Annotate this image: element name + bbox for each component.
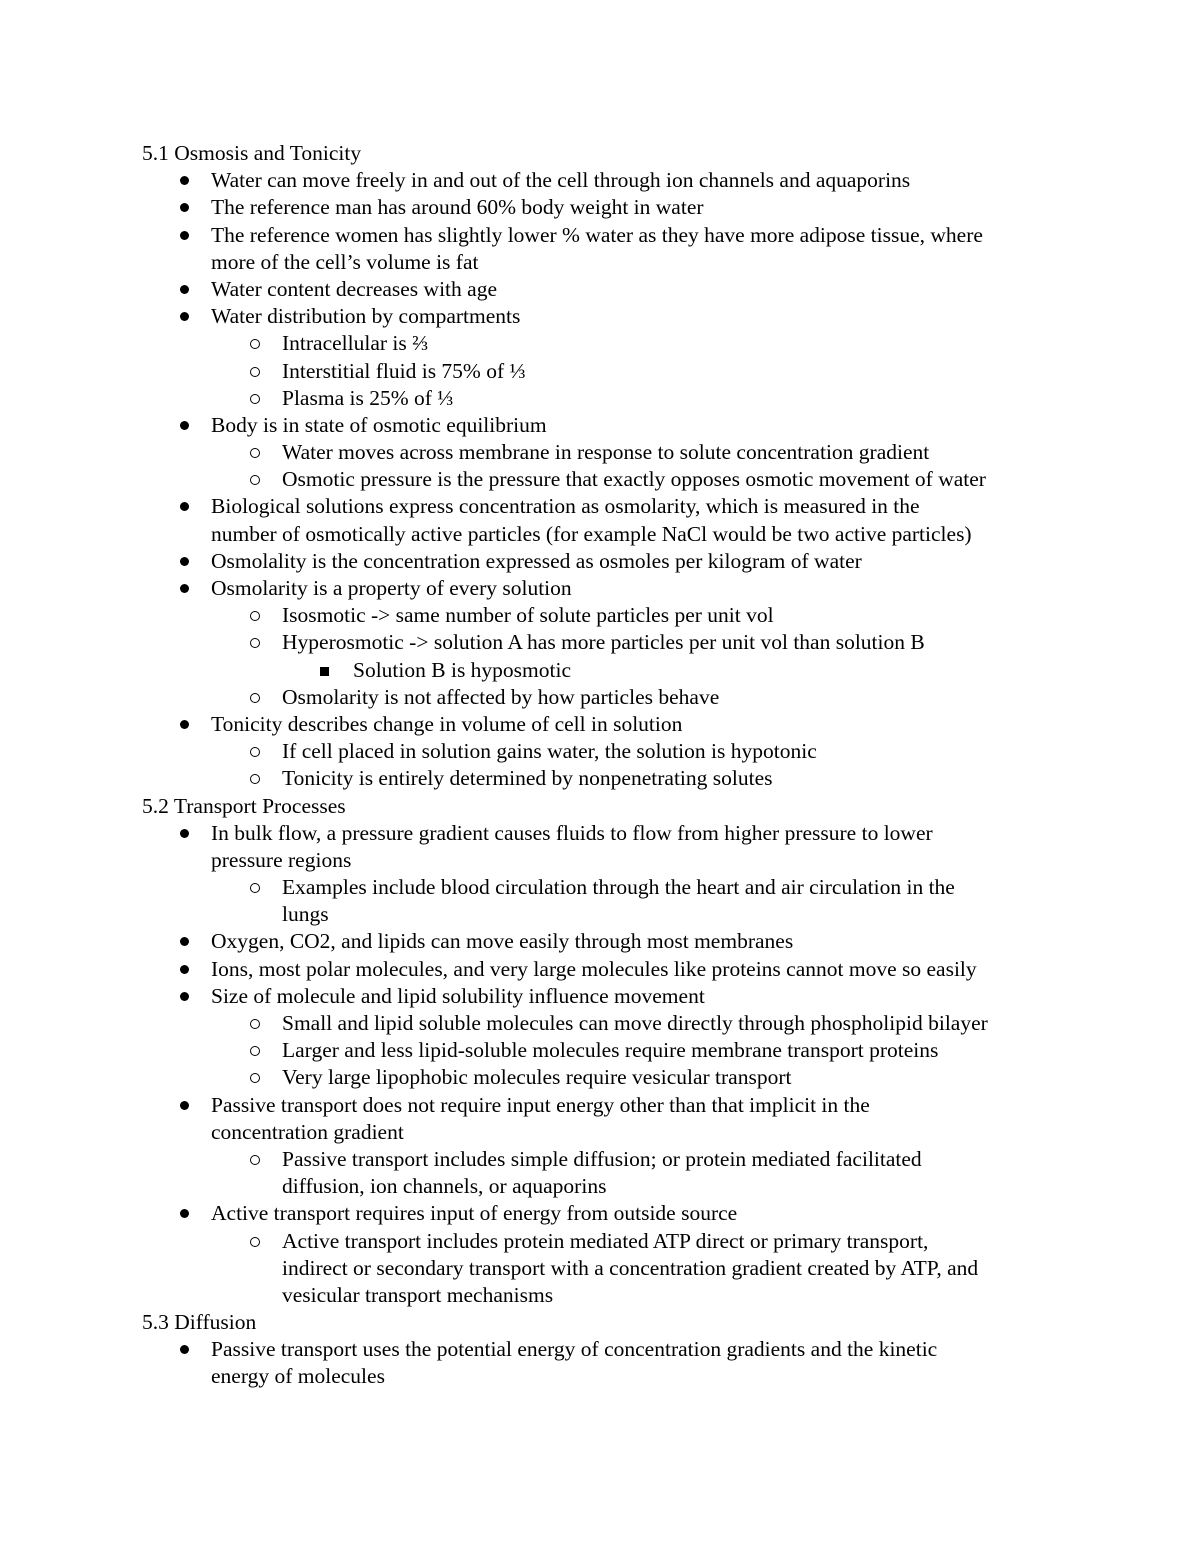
- list-item: [0, 194, 1200, 221]
- list-item: [0, 1282, 1200, 1309]
- circle-bullet-icon: [250, 339, 260, 349]
- bullet-bullet-icon: [180, 285, 189, 294]
- line-text: Water content decreases with age: [211, 276, 497, 301]
- bullet-bullet-icon: [180, 1101, 189, 1110]
- list-item: [0, 1200, 1200, 1227]
- line-text: Solution B is hyposmotic: [353, 657, 572, 682]
- line-text: pressure regions: [211, 847, 352, 872]
- list-item: [0, 493, 1200, 520]
- line-text: Osmolarity is a property of every solution: [211, 576, 572, 600]
- line-text: The reference man has around 60% body weight in water: [211, 195, 704, 220]
- list-item: [0, 847, 1200, 874]
- list-item: [0, 928, 1200, 955]
- list-item: [0, 330, 1200, 357]
- list-item: [0, 249, 1200, 276]
- document-body: [0, 140, 1200, 1391]
- list-item: [0, 901, 1200, 928]
- line-text: Active transport includes protein mediated ATP direct or primary transport,: [282, 1228, 929, 1253]
- line-text: Active transport requires input of energy from outside source: [211, 1201, 738, 1226]
- line-text: number of osmotically active particles (for example NaCl would be two active particles): [211, 521, 972, 546]
- line-text: If cell placed in solution gains water, the solution is hypotonic: [282, 739, 817, 764]
- list-item: [0, 1228, 1200, 1255]
- line-text: 5.3 Diffusion: [142, 1310, 257, 1335]
- line-text: more of the cell’s volume is fat: [211, 249, 479, 274]
- line-text: Water can move freely in and out of the cell through ion channels and aquaporins: [211, 168, 911, 193]
- line-text: lungs: [282, 902, 329, 927]
- line-text: Passive transport uses the potential energy of concentration gradients and the kinetic: [211, 1337, 938, 1362]
- list-item: [0, 1363, 1200, 1390]
- line-text: Intracellular is ⅔: [282, 331, 429, 356]
- list-item: [0, 1064, 1200, 1091]
- circle-bullet-icon: [250, 1019, 260, 1029]
- list-item: [0, 1010, 1200, 1037]
- list-item: [0, 303, 1200, 330]
- list-item: [0, 711, 1200, 738]
- line-text: Oxygen, CO2, and lipids can move easily through most membranes: [211, 929, 794, 954]
- bullet-bullet-icon: [180, 203, 189, 212]
- bullet-bullet-icon: [180, 421, 189, 430]
- line-text: indirect or secondary transport with a concentration gradient created by ATP, and: [282, 1255, 979, 1280]
- circle-bullet-icon: [250, 638, 260, 648]
- circle-bullet-icon: [250, 1073, 260, 1083]
- line-text: Passive transport does not require input energy other than that implicit in the: [211, 1092, 870, 1117]
- list-item: [0, 874, 1200, 901]
- list-item: [0, 1146, 1200, 1173]
- list-item: [0, 222, 1200, 249]
- list-item: [0, 1092, 1200, 1119]
- bullet-bullet-icon: [180, 720, 189, 729]
- circle-bullet-icon: [250, 883, 260, 893]
- circle-bullet-icon: [250, 1155, 260, 1165]
- line-text: The reference women has slightly lower % water as they have more adipose tissue, where: [211, 222, 983, 247]
- section-heading: [0, 793, 1200, 820]
- bullet-bullet-icon: [180, 965, 189, 974]
- line-text: Biological solutions express concentration as osmolarity, which is measured in the: [211, 494, 920, 519]
- list-item: [0, 412, 1200, 439]
- line-text: Plasma is 25% of ⅓: [282, 385, 454, 410]
- section-heading: [0, 140, 1200, 167]
- line-text: Tonicity describes change in volume of cell in solution: [211, 711, 683, 736]
- line-text: Small and lipid soluble molecules can move directly through phospholipid bilayer: [282, 1011, 988, 1035]
- list-item: [0, 684, 1200, 711]
- bullet-bullet-icon: [180, 312, 189, 321]
- list-item: [0, 1255, 1200, 1282]
- line-text: diffusion, ion channels, or aquaporins: [282, 1174, 607, 1199]
- list-item: [0, 956, 1200, 983]
- list-item: [0, 439, 1200, 466]
- line-text: Hyperosmotic -> solution A has more particles per unit vol than solution B: [282, 630, 925, 655]
- circle-bullet-icon: [250, 394, 260, 404]
- line-text: vesicular transport mechanisms: [282, 1282, 554, 1307]
- circle-bullet-icon: [250, 475, 260, 485]
- list-item: [0, 657, 1200, 684]
- bullet-bullet-icon: [180, 176, 189, 185]
- circle-bullet-icon: [250, 448, 260, 458]
- bullet-bullet-icon: [180, 1209, 189, 1218]
- line-text: Ions, most polar molecules, and very large molecules like proteins cannot move so easily: [211, 956, 977, 981]
- list-item: [0, 358, 1200, 385]
- line-text: Water distribution by compartments: [211, 304, 521, 329]
- list-item: [0, 1037, 1200, 1064]
- bullet-bullet-icon: [180, 502, 189, 511]
- list-item: [0, 167, 1200, 194]
- list-item: [0, 765, 1200, 792]
- list-item: [0, 1119, 1200, 1146]
- line-text: Passive transport includes simple diffusion; or protein mediated facilitated: [282, 1146, 922, 1171]
- list-item: [0, 385, 1200, 412]
- list-item: [0, 466, 1200, 493]
- list-item: [0, 738, 1200, 765]
- line-text: concentration gradient: [211, 1119, 404, 1144]
- circle-bullet-icon: [250, 774, 260, 784]
- circle-bullet-icon: [250, 1046, 260, 1056]
- list-item: [0, 820, 1200, 847]
- list-item: [0, 276, 1200, 303]
- circle-bullet-icon: [250, 693, 260, 703]
- line-text: Larger and less lipid-soluble molecules require membrane transport proteins: [282, 1038, 939, 1063]
- line-text: Osmotic pressure is the pressure that exactly opposes osmotic movement of water: [282, 467, 986, 492]
- list-item: [0, 1336, 1200, 1363]
- line-text: Water moves across membrane in response to solute concentration gradient: [282, 440, 930, 465]
- list-item: [0, 575, 1200, 602]
- circle-bullet-icon: [250, 611, 260, 621]
- line-text: Osmolarity is not affected by how particles behave: [282, 684, 720, 709]
- bullet-bullet-icon: [180, 584, 189, 593]
- line-text: Interstitial fluid is 75% of ⅓: [282, 358, 526, 383]
- bullet-bullet-icon: [180, 557, 189, 566]
- bullet-bullet-icon: [180, 231, 189, 240]
- square-bullet-icon: [320, 667, 329, 676]
- line-text: Size of molecule and lipid solubility influence movement: [211, 983, 705, 1008]
- list-item: [0, 602, 1200, 629]
- bullet-bullet-icon: [180, 937, 189, 946]
- list-item: [0, 983, 1200, 1010]
- list-item: [0, 1173, 1200, 1200]
- line-text: Osmolality is the concentration expressed as osmoles per kilogram of water: [211, 548, 862, 573]
- line-text: 5.1 Osmosis and Tonicity: [142, 141, 362, 165]
- line-text: Very large lipophobic molecules require vesicular transport: [282, 1065, 792, 1090]
- bullet-bullet-icon: [180, 829, 189, 838]
- bullet-bullet-icon: [180, 1345, 189, 1354]
- line-text: 5.2 Transport Processes: [142, 793, 346, 818]
- bullet-bullet-icon: [180, 992, 189, 1001]
- list-item: [0, 629, 1200, 656]
- line-text: energy of molecules: [211, 1364, 385, 1389]
- line-text: In bulk flow, a pressure gradient causes fluids to flow from higher pressure to lower: [211, 820, 933, 845]
- list-item: [0, 548, 1200, 575]
- list-item: [0, 521, 1200, 548]
- line-text: Examples include blood circulation through the heart and air circulation in the: [282, 875, 955, 900]
- line-text: Tonicity is entirely determined by nonpenetrating solutes: [282, 766, 773, 791]
- circle-bullet-icon: [250, 747, 260, 757]
- line-text: Isosmotic -> same number of solute particles per unit vol: [282, 603, 774, 628]
- line-text: Body is in state of osmotic equilibrium: [211, 412, 547, 437]
- circle-bullet-icon: [250, 1237, 260, 1247]
- circle-bullet-icon: [250, 367, 260, 377]
- section-heading: [0, 1309, 1200, 1336]
